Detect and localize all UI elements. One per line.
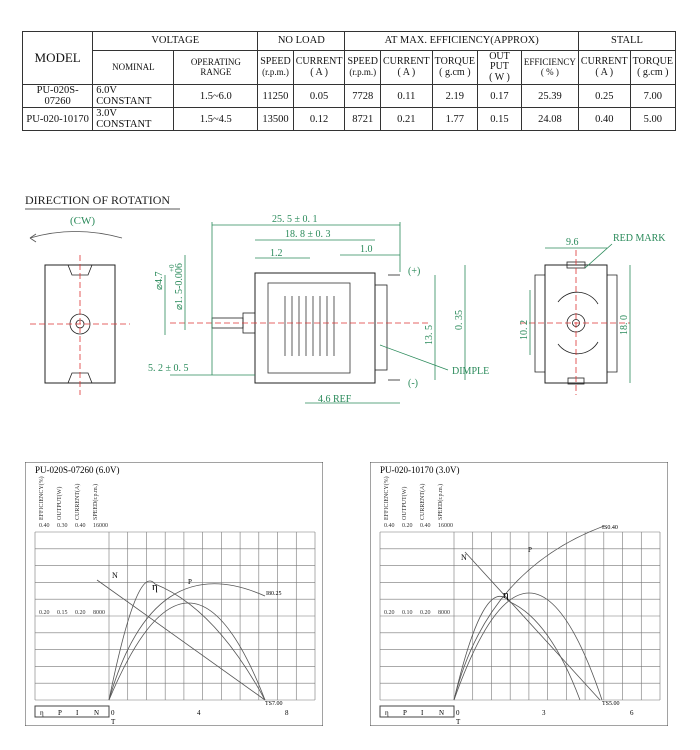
cell-model: PU-020-10170 <box>23 108 93 131</box>
cw-label: (CW) <box>70 215 96 227</box>
curve-label-n: N <box>112 571 118 580</box>
cell-me-torque: 1.77 <box>432 108 477 131</box>
me-speed-header: SPEED (r.p.m.) <box>345 51 381 85</box>
minus-terminal: (-) <box>408 378 418 389</box>
legend-label: N <box>439 709 445 717</box>
dim-shaft-len: 5. 2 ± 0. 5 <box>148 363 189 374</box>
legend-label: I <box>76 709 79 717</box>
legend-label: η <box>40 709 44 717</box>
cell-me-eff: 25.39 <box>521 85 578 108</box>
me-output-header: OUT PUT ( W ) <box>478 51 522 85</box>
axis-heading: SPEED(r.p.m.) <box>438 483 444 520</box>
operating-range-header: OPERATING RANGE <box>174 51 258 85</box>
table-row <box>23 85 676 108</box>
curve-label-i: IS0.40 <box>602 525 618 531</box>
no-load-header: NO LOAD <box>258 32 345 51</box>
t-axis-label: T <box>111 718 116 726</box>
curve-label-i: I80.25 <box>266 591 282 597</box>
dim-18-0: 18. 0 <box>619 315 630 335</box>
st-torque-header: TORQUE ( g.cm ) <box>630 51 675 85</box>
cell-range: 1.5~4.5 <box>174 108 258 131</box>
dim-1-2: 1.2 <box>270 248 283 259</box>
axis-mid-value: 8000 <box>93 610 105 616</box>
red-mark-label: RED MARK <box>613 233 666 244</box>
dimple-label: DIMPLE <box>452 366 490 377</box>
axis-mid-value: 0.20 <box>384 610 395 616</box>
dim-boss-dia: ⌀4.7 <box>154 271 165 290</box>
curve-label-t: TS7.00 <box>265 701 283 707</box>
dim-9-6: 9.6 <box>566 237 579 248</box>
me-torque-header: TORQUE ( g.cm ) <box>432 51 477 85</box>
axis-mid-value: 0.20 <box>39 610 50 616</box>
cell-me-eff: 24.08 <box>521 108 578 131</box>
dim-shaft-tol: +0 <box>168 264 176 272</box>
st-current-header: CURRENT ( A ) <box>578 51 630 85</box>
curve-label-eta: η <box>152 581 158 593</box>
legend-label: P <box>58 709 62 717</box>
curve-label-t: TS5.00 <box>602 701 620 707</box>
nominal-header: NOMINAL <box>93 51 174 85</box>
axis-mid-value: 8000 <box>438 610 450 616</box>
axis-heading: SPEED(r.p.m.) <box>93 483 99 520</box>
dim-ref: 4.6 REF <box>318 394 352 405</box>
x-tick-label: 6 <box>630 709 634 717</box>
legend-label: P <box>403 709 407 717</box>
max-eff-header: AT MAX. EFFICIENCY(APPROX) <box>345 32 578 51</box>
me-efficiency-header: EFFICIENCY ( % ) <box>521 51 578 85</box>
axis-heading: CURRENT(A) <box>75 483 81 520</box>
cell-st-torque: 5.00 <box>630 108 675 131</box>
nl-speed-header: SPEED (r.p.m.) <box>258 51 294 85</box>
t-axis-label: T <box>456 718 461 726</box>
axis-heading: EFFICIENCY(%) <box>384 476 390 520</box>
me-current-header: CURRENT ( A ) <box>381 51 433 85</box>
axis-top-value: 16000 <box>93 523 108 529</box>
dim-overall: 25. 5 ± 0. 1 <box>272 214 318 225</box>
legend-label: N <box>94 709 100 717</box>
axis-top-value: 0.40 <box>75 523 86 529</box>
cell-st-current: 0.25 <box>578 85 630 108</box>
nl-current-header: CURRENT ( A ) <box>293 51 345 85</box>
model-header: MODEL <box>23 32 93 85</box>
cell-me-output: 0.17 <box>478 85 522 108</box>
curve-label-p: P <box>188 578 192 586</box>
axis-mid-value: 0.20 <box>75 610 86 616</box>
curve-label-p: P <box>528 546 532 554</box>
cell-nl-current: 0.12 <box>293 108 345 131</box>
table-row <box>23 108 676 131</box>
axis-top-value: 0.30 <box>57 523 68 529</box>
axis-heading: OUTPUT(W) <box>57 486 63 520</box>
chart-title: PU-020-10170 (3.0V) <box>380 465 460 475</box>
axis-top-value: 16000 <box>438 523 453 529</box>
x-tick-label: 3 <box>542 709 546 717</box>
dim-0-35: 0. 35 <box>454 310 465 330</box>
cell-me-current: 0.21 <box>381 108 433 131</box>
dim-10-2: 10. 2 <box>519 320 530 340</box>
cell-me-output: 0.15 <box>478 108 522 131</box>
x-tick-label: 8 <box>285 709 289 717</box>
plus-terminal: (+) <box>408 266 421 277</box>
legend-label: I <box>421 709 424 717</box>
mechanical-drawing <box>0 185 700 415</box>
axis-mid-value: 0.20 <box>420 610 431 616</box>
axis-mid-value: 0.15 <box>57 610 68 616</box>
cell-model: PU-020S-07260 <box>23 85 93 108</box>
axis-top-value: 0.40 <box>39 523 50 529</box>
cell-nl-speed: 11250 <box>258 85 294 108</box>
axis-heading: EFFICIENCY(%) <box>39 476 45 520</box>
cell-me-torque: 2.19 <box>432 85 477 108</box>
axis-heading: OUTPUT(W) <box>402 486 408 520</box>
curve-label-eta: η <box>503 589 509 601</box>
cell-nominal: 3.0V CONSTANT <box>93 108 174 131</box>
axis-mid-value: 0.10 <box>402 610 413 616</box>
cell-nominal: 6.0V CONSTANT <box>93 85 174 108</box>
x-tick-label: 0 <box>111 709 115 717</box>
spec-table <box>22 31 676 131</box>
axis-heading: CURRENT(A) <box>420 483 426 520</box>
cell-nl-current: 0.05 <box>293 85 345 108</box>
dim-body: 18. 8 ± 0. 3 <box>285 229 331 240</box>
dim-1-0: 1.0 <box>360 244 373 255</box>
axis-top-value: 0.20 <box>402 523 413 529</box>
chart-title: PU-020S-07260 (6.0V) <box>35 465 120 475</box>
dim-13-5: 13. 5 <box>424 325 435 345</box>
cell-me-speed: 8721 <box>345 108 381 131</box>
axis-top-value: 0.40 <box>420 523 431 529</box>
x-tick-label: 4 <box>197 709 201 717</box>
section-title: DIRECTION OF ROTATION <box>25 193 171 207</box>
cell-me-current: 0.11 <box>381 85 433 108</box>
voltage-header: VOLTAGE <box>93 32 258 51</box>
axis-top-value: 0.40 <box>384 523 395 529</box>
x-tick-label: 0 <box>456 709 460 717</box>
stall-header: STALL <box>578 32 675 51</box>
legend-label: η <box>385 709 389 717</box>
performance-chart-07260 <box>25 462 323 726</box>
cell-nl-speed: 13500 <box>258 108 294 131</box>
dim-shaft-dia: ⌀1. 5-0.006 <box>174 263 185 310</box>
cell-st-torque: 7.00 <box>630 85 675 108</box>
cell-me-speed: 7728 <box>345 85 381 108</box>
curve-label-n: N <box>461 553 467 562</box>
cell-range: 1.5~6.0 <box>174 85 258 108</box>
performance-chart-10170 <box>370 462 668 726</box>
cell-st-current: 0.40 <box>578 108 630 131</box>
